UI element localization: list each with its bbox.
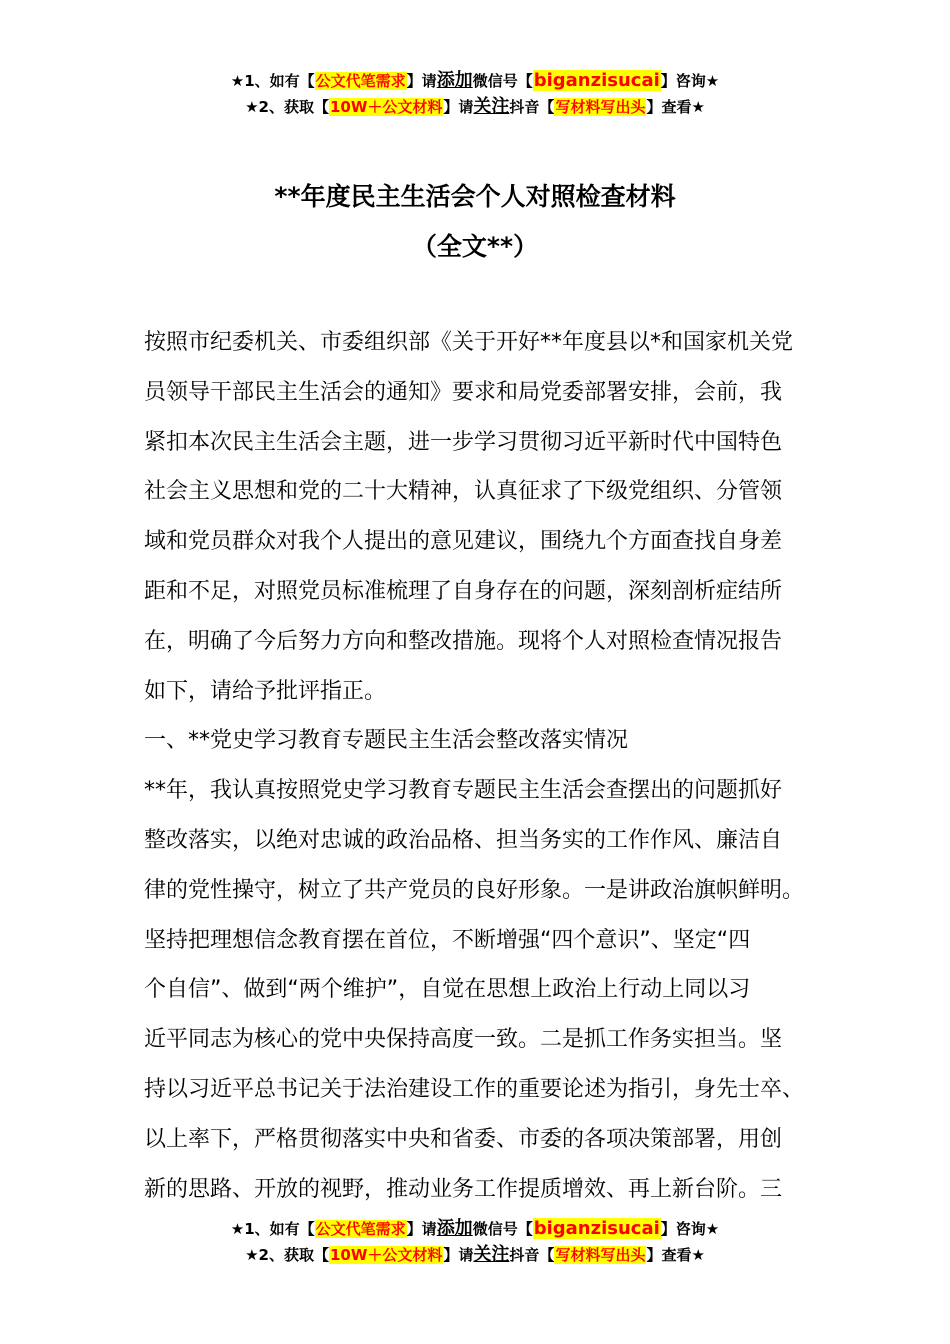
promo-line-2 [0, 94, 950, 120]
body-line: 在，明确了今后努力方向和整改措施。现将个人对照检查情况报告 [144, 628, 783, 654]
promo-text: 】查看★ [646, 98, 705, 116]
promo-text: 抖音【 [509, 98, 555, 116]
promo-text: ★1、如有【 [230, 1220, 315, 1238]
body-line: 个自信”、做到“两个维护”，自觉在思想上政治上行动上同以习 [144, 977, 751, 1003]
promo-text: 】请 [406, 72, 437, 90]
body-line: 紧扣本次民主生活会主题，进一步学习贯彻习近平新时代中国特色 [144, 429, 783, 455]
body-line: 持以习近平总书记关于法治建设工作的重要论述为指引，身先士卒、 [144, 1076, 805, 1102]
promo-wechat-id: biganzisucai [533, 1218, 660, 1239]
promo-underlined: 添加 [436, 70, 473, 91]
promo-text: 】请 [406, 1220, 437, 1238]
promo-highlight: 公文代笔需求 [315, 1220, 406, 1238]
promo-text: ★1、如有【 [230, 72, 315, 90]
body-line: 坚持把理想信念教育摆在首位，不断增强“四个意识”、坚定“四 [144, 927, 751, 953]
promo-text: 】请 [443, 98, 474, 116]
body-line: 社会主义思想和党的二十大精神，认真征求了下级党组织、分管领 [144, 479, 783, 505]
promo-underlined: 添加 [436, 1218, 473, 1239]
body-line: 以上率下，严格贯彻落实中央和省委、市委的各项决策部署，用创 [144, 1126, 783, 1152]
body-line: 距和不足，对照党员标准梳理了自身存在的问题，深刻剖析症结所 [144, 578, 783, 604]
section-heading: 一、**党史学习教育专题民主生活会整改落实情况 [144, 728, 629, 754]
promo-underlined: 关注 [473, 1244, 510, 1265]
promo-text: 】请 [443, 1246, 474, 1264]
promo-line-1 [0, 68, 950, 94]
promo-douyin-id: 写材料写出头 [555, 1246, 646, 1264]
body-line: 新的思路、开放的视野，推动业务工作提质增效、再上新台阶。三 [144, 1176, 783, 1202]
body-line: 律的党性操守，树立了共产党员的良好形象。一是讲政治旗帜鲜明。 [144, 877, 805, 903]
promo-line-1 [0, 1216, 950, 1242]
promo-line-2 [0, 1242, 950, 1268]
body-line: 按照市纪委机关、市委组织部《关于开好**年度县以*和国家机关党 [144, 330, 794, 355]
promo-text: 】咨询★ [660, 1220, 720, 1238]
document-subtitle: （全文**） [411, 232, 539, 261]
document-title: **年度民主生活会个人对照检查材料 [274, 182, 676, 211]
body-line: 近平同志为核心的党中央保持高度一致。二是抓工作务实担当。坚 [144, 1027, 783, 1053]
promo-text: 】查看★ [646, 1246, 705, 1264]
promo-douyin-id: 写材料写出头 [555, 98, 646, 116]
promo-underlined: 关注 [473, 96, 510, 117]
promo-text: ★2、获取【 [245, 1246, 329, 1264]
promo-text: 】咨询★ [660, 72, 720, 90]
body-line: **年，我认真按照党史学习教育专题民主生活会查摆出的问题抓好 [144, 778, 783, 804]
promo-text: 微信号【 [472, 72, 533, 90]
promo-text: ★2、获取【 [245, 98, 329, 116]
promo-highlight: 10W＋公文材料 [329, 98, 443, 116]
promo-wechat-id: biganzisucai [533, 70, 660, 91]
promo-text: 微信号【 [472, 1220, 533, 1238]
promo-highlight: 公文代笔需求 [315, 72, 406, 90]
bottom-promo-banner [0, 1216, 950, 1268]
document-body [144, 318, 824, 1214]
body-line: 员领导干部民主生活会的通知》要求和局党委部署安排，会前，我 [144, 379, 783, 405]
body-line: 如下，请给予批评指正。 [144, 678, 387, 704]
promo-text: 抖音【 [509, 1246, 555, 1264]
body-line: 整改落实，以绝对忠诚的政治品格、担当务实的工作作风、廉洁自 [144, 827, 783, 853]
top-promo-banner [0, 68, 950, 120]
body-line: 域和党员群众对我个人提出的意见建议，围绕九个方面查找自身差 [144, 529, 783, 555]
promo-highlight: 10W＋公文材料 [329, 1246, 443, 1264]
